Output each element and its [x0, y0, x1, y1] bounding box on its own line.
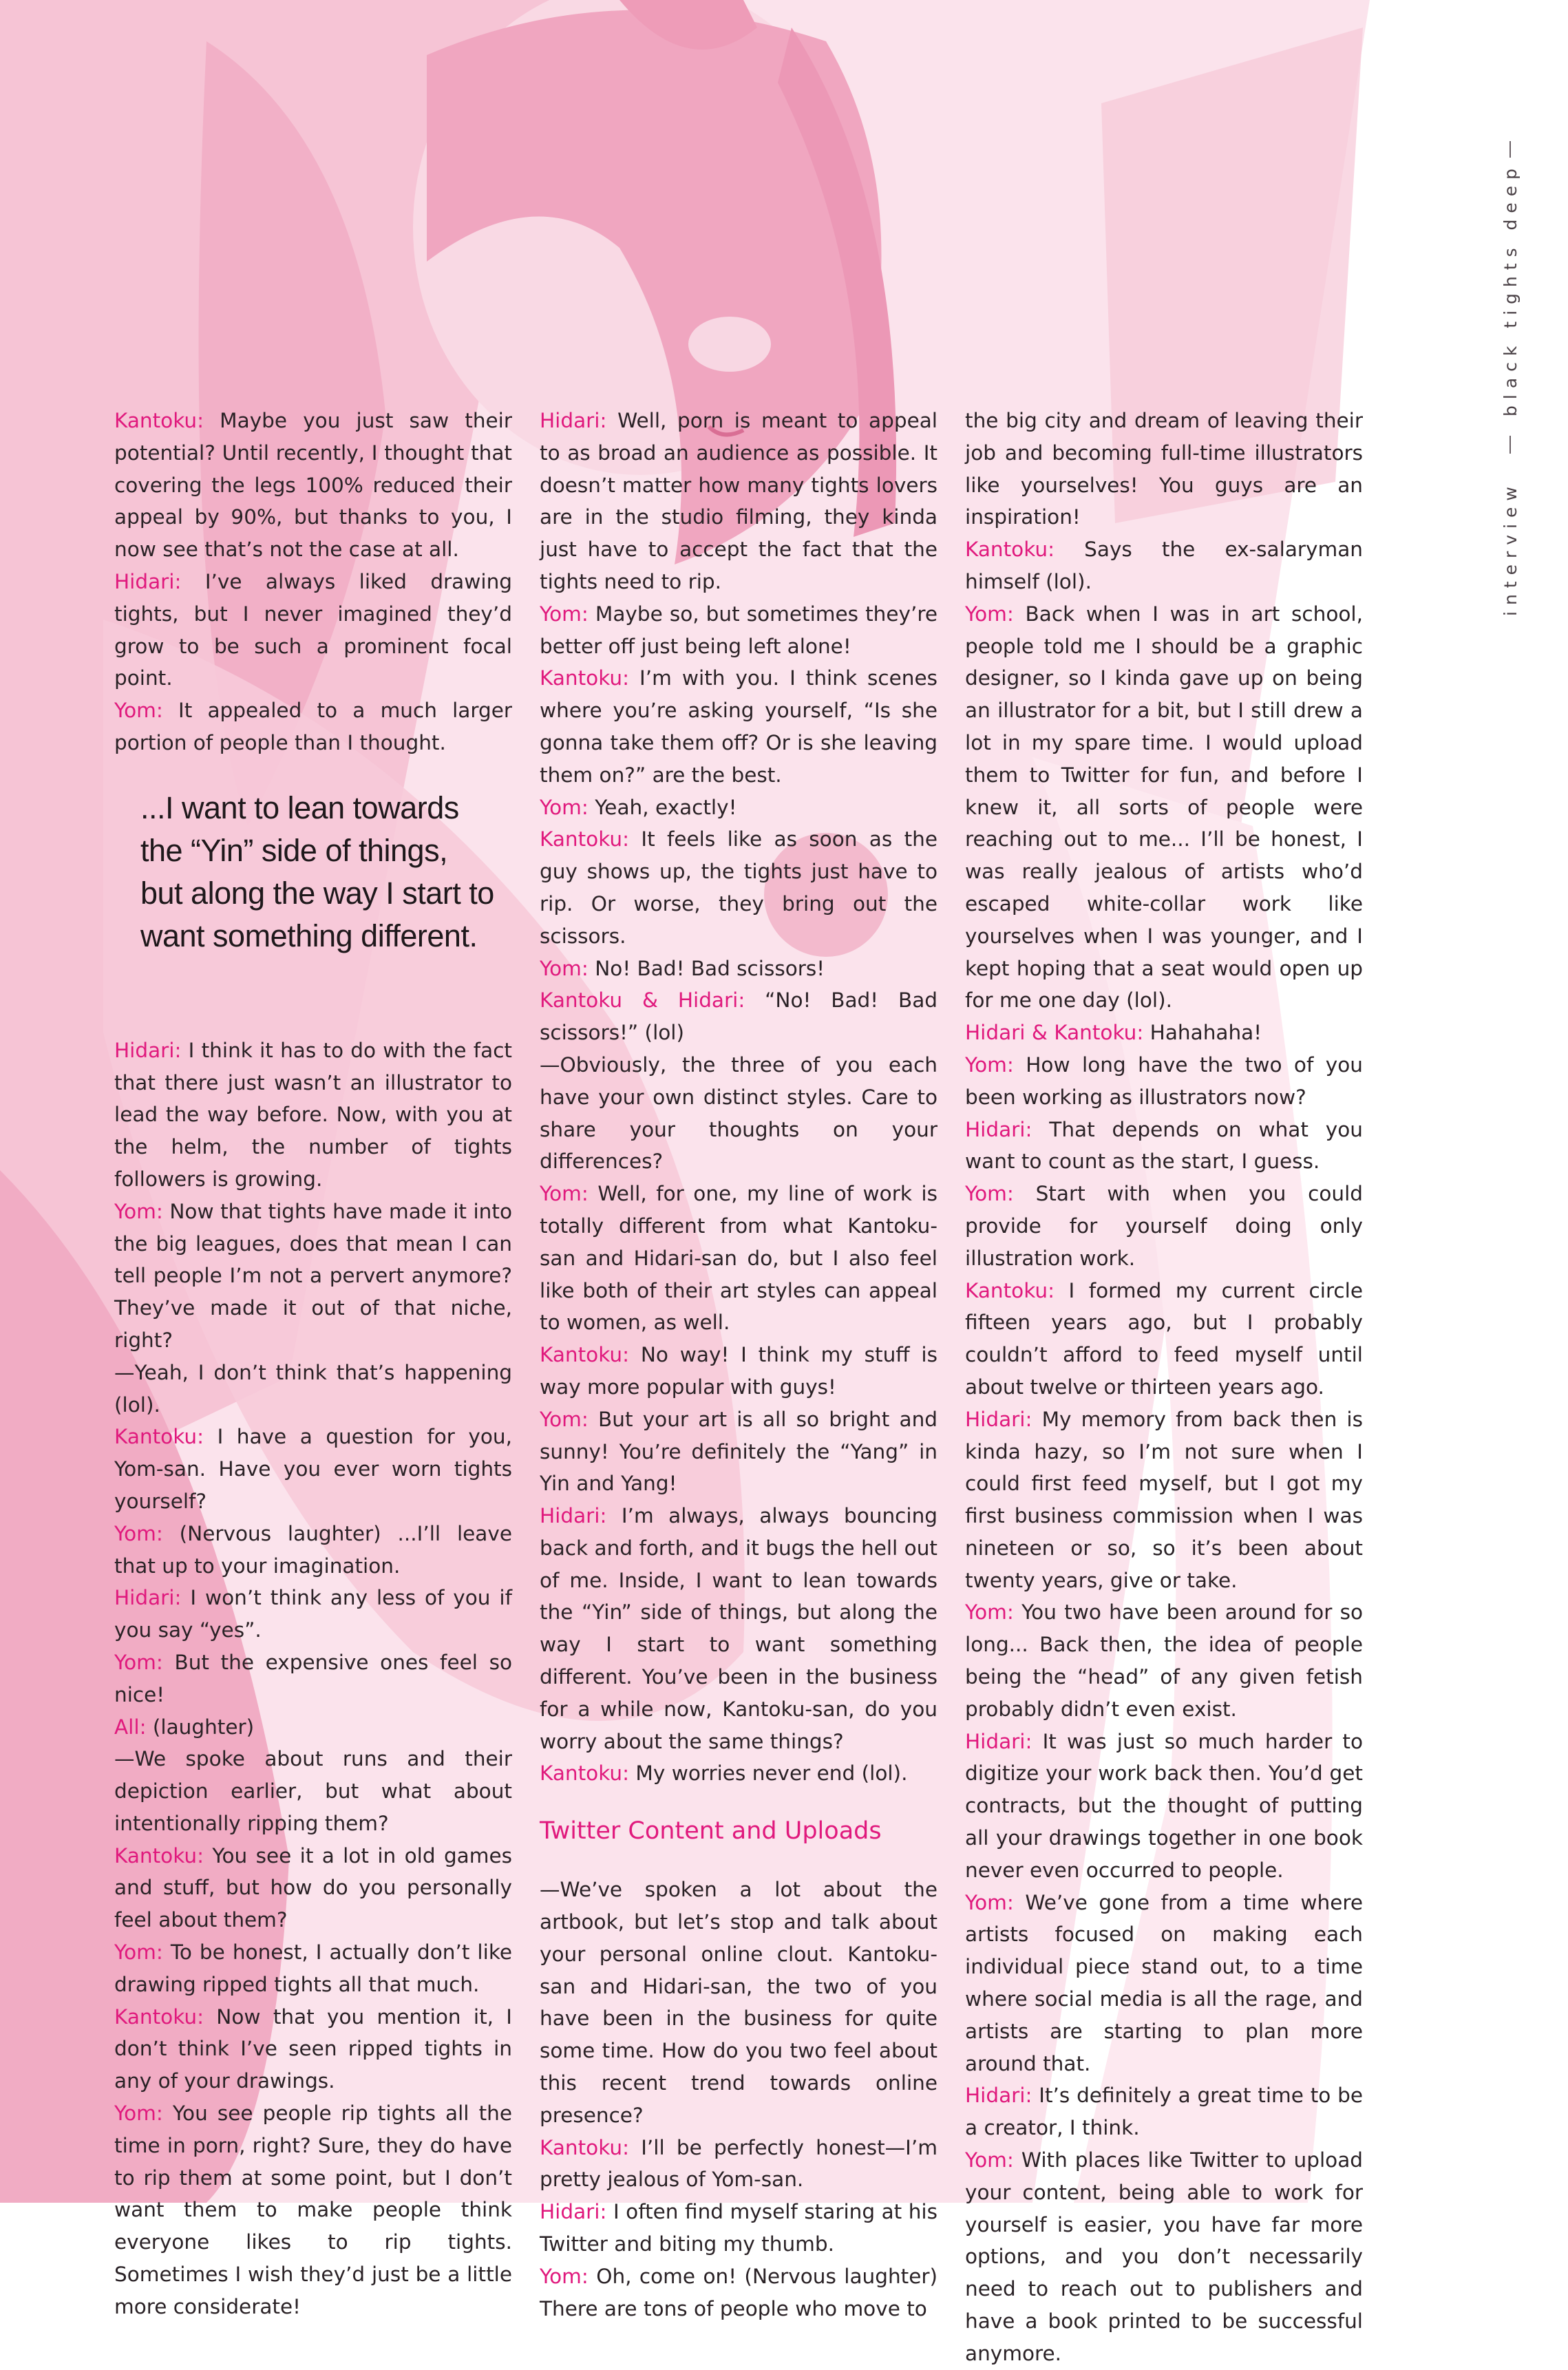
speaker-name: Yom:	[114, 1199, 163, 1223]
speech-text: Now that tights have made it into the big leagues, does that mean I can tell people I’m not a pervert anymore? They’ve made it out of that niche, right?	[114, 1199, 512, 1352]
speech-text: It feels like as soon as the guy shows up, the tights just have to rip. Or worse, they bring out the scissors.	[540, 827, 937, 948]
speech-text: —We’ve spoken a lot about the artbook, but let’s stop and talk about your personal online clout. Kantoku-san and Hidari-san, the two of you have been in the business for quite some time. How do you two feel about this recent trend towards online presence?	[540, 1878, 937, 2127]
speech-text: Maybe you just saw their potential? Until recently, I thought that covering the legs 100% reduced their appeal by 90%, but thanks to you, I now see that’s not the case at all.	[114, 409, 512, 562]
speaker-name: Kantoku:	[965, 538, 1055, 562]
speech-text: No! Bad! Bad scissors!	[588, 956, 825, 980]
speaker-name: Kantoku:	[540, 827, 630, 851]
interview-paragraph	[965, 1596, 1363, 1725]
speaker-name: Yom:	[540, 602, 589, 626]
speaker-name: Hidari:	[965, 1729, 1032, 1753]
sidebar-label-bottom: interview	[1501, 480, 1521, 616]
speech-text: No way! I think my stuff is way more popular with guys!	[540, 1343, 937, 1399]
interview-paragraph	[540, 1049, 937, 1178]
speech-text: I’m always, always bouncing back and forth, and it bugs the hell out of me. Inside, I want to lean towards the “Yin” side of things, but along the way I start to want something different. You’ve been in the business for a while now, Kantoku-san, do you worry about the same things?	[540, 1504, 937, 1753]
pull-quote-line: want something different.	[140, 918, 478, 953]
speech-text: Well, for one, my line of work is totally different from what Kantoku-san and Hidari-san do, but I also feel like both of their art styles can appeal to women, as well.	[540, 1182, 937, 1335]
speech-text: I’ll be perfectly honest—I’m pretty jealous of Yom-san.	[540, 2135, 937, 2192]
speech-text: Well, porn is meant to appeal to as broad an audience as possible. It doesn’t matter how many tights lovers are in the studio filming, they kinda just have to accept the fact that the tights need to rip.	[540, 409, 937, 593]
speaker-name: Yom:	[965, 1890, 1014, 1914]
interview-paragraph	[114, 2097, 512, 2323]
speaker-name: Kantoku:	[540, 1343, 630, 1367]
speech-text: You see people rip tights all the time in porn, right? Sure, they do have to rip them at some point, but I don’t want them to make people think everyone likes to rip tights. Sometimes I wish they’d just be a little more considerate!	[114, 2102, 512, 2318]
speaker-name: Kantoku & Hidari:	[540, 988, 745, 1013]
interview-paragraph	[965, 1887, 1363, 2080]
sidebar-divider	[1509, 141, 1511, 158]
speech-text: That depends on what you want to count as the start, I guess.	[965, 1117, 1363, 1174]
speaker-name: Yom:	[540, 956, 589, 980]
interview-paragraph	[965, 2080, 1363, 2144]
interview-paragraph	[965, 598, 1363, 1017]
speaker-name: Hidari & Kantoku:	[965, 1021, 1144, 1045]
pull-quote-line: ...I want to lean towards	[140, 790, 459, 825]
speech-text: Maybe so, but sometimes they’re better off just being left alone!	[540, 602, 937, 658]
column-2	[540, 405, 937, 2325]
interview-paragraph	[965, 1017, 1363, 1049]
speech-text: “No! Bad! Bad scissors!” (lol)	[540, 988, 938, 1045]
interview-paragraph	[540, 405, 937, 598]
speaker-name: Yom:	[114, 699, 163, 723]
speaker-name: Yom:	[965, 1052, 1014, 1077]
speech-text: Oh, come on! (Nervous laughter) There are tons of people who move to	[540, 2264, 937, 2320]
interview-paragraph	[540, 2132, 937, 2197]
interview-paragraph	[114, 1743, 512, 1839]
interview-paragraph	[114, 1035, 512, 1196]
speech-text: (Nervous laughter) ...I’ll leave that up to your imagination.	[114, 1521, 512, 1578]
speech-text: I formed my current circle fifteen years ago, but I probably couldn’t afford to feed myself until about twelve or thirteen years ago.	[965, 1278, 1363, 1399]
speaker-name: Hidari:	[540, 1504, 607, 1528]
speaker-name: Hidari:	[114, 1586, 182, 1610]
interview-paragraph	[540, 984, 937, 1049]
interview-paragraph	[965, 1114, 1363, 1178]
speaker-name: Hidari:	[114, 569, 182, 593]
speech-text: Says the ex-salaryman himself (lol).	[965, 538, 1363, 593]
speech-text: I often find myself staring at his Twitter and biting my thumb.	[540, 2200, 937, 2256]
speech-text: Back when I was in art school, people told me I should be a graphic designer, so I kinda gave up on being an illustrator for a bit, but I still drew a lot in my spare time. I would upload them to Twitter for fun, and before I knew it, all sorts of people were reaching out to me... I’ll be honest, I was really jealous of artists who’d escaped white-collar work like yourselves when I was younger, and I kept hoping that a seat would open up for me one day (lol).	[965, 602, 1363, 1013]
speech-text: It’s definitely a great time to be a creator, I think.	[965, 2084, 1363, 2140]
speaker-name: Kantoku:	[114, 1843, 204, 1868]
interview-paragraph	[965, 2144, 1363, 2370]
speaker-name: Kantoku:	[540, 666, 630, 690]
speech-text: (laughter)	[146, 1715, 255, 1739]
pull-quote-line: but along the way I start to	[140, 875, 494, 911]
speaker-name: Kantoku:	[114, 409, 204, 432]
speech-text: It appealed to a much larger portion of people than I thought.	[114, 699, 512, 754]
interview-paragraph	[965, 1275, 1363, 1404]
speech-text: But the expensive ones feel so nice!	[114, 1650, 512, 1706]
speaker-name: Yom:	[114, 1521, 163, 1545]
speech-text: You see it a lot in old games and stuff, but how do you personally feel about them?	[114, 1843, 512, 1932]
interview-paragraph	[540, 2196, 937, 2261]
speaker-name: Kantoku:	[540, 2135, 630, 2159]
speaker-name: Kantoku:	[965, 1278, 1055, 1302]
interview-paragraph	[965, 1726, 1363, 1887]
speech-text: —Obviously, the three of you each have your own distinct styles. Care to share your thoughts on your differences?	[540, 1052, 937, 1174]
speaker-name: Hidari:	[114, 1038, 182, 1062]
speaker-name: Hidari:	[965, 1407, 1032, 1431]
interview-paragraph	[540, 1757, 937, 1790]
speaker-name: Kantoku:	[114, 2004, 204, 2029]
interview-paragraph	[540, 1178, 937, 1339]
interview-paragraph	[114, 1196, 512, 1357]
interview-paragraph	[114, 2001, 512, 2097]
interview-paragraph	[114, 566, 512, 695]
interview-paragraph	[540, 1500, 937, 1757]
speaker-name: Yom:	[540, 1182, 589, 1206]
speaker-name: Yom:	[540, 795, 589, 819]
interview-paragraph	[114, 1357, 512, 1421]
column-3-text	[965, 405, 1363, 2370]
interview-paragraph	[540, 823, 937, 952]
speech-text: Start with when you could provide for yourself doing only illustration work.	[965, 1182, 1363, 1270]
column-1-bottom-text	[114, 1035, 512, 2323]
speaker-name: Yom:	[965, 2148, 1014, 2172]
interview-paragraph	[540, 1404, 937, 1500]
interview-paragraph	[965, 1049, 1363, 1114]
speaker-name: Hidari:	[965, 1117, 1032, 1141]
speaker-name: Yom:	[114, 1650, 163, 1674]
speech-text: —Yeah, I don’t think that’s happening (lol).	[114, 1360, 512, 1417]
speech-text: With places like Twitter to upload your content, being able to work for yourself is easier, you have far more options, and you don’t necessarily need to reach out to publishers and have a book printed to be successful anymore.	[965, 2148, 1363, 2365]
speech-text: You two have been around for so long... Back then, the idea of people being the “head” of any given fetish probably didn’t even exist.	[965, 1600, 1363, 1721]
speaker-name: Yom:	[965, 1600, 1014, 1625]
sidebar-divider	[1509, 436, 1511, 454]
speech-text: It was just so much harder to digitize your work back then. You’d get contracts, but the thought of putting all your drawings together in one book never even occurred to people.	[965, 1729, 1363, 1882]
speech-text: Now that you mention it, I don’t think I’ve seen ripped tights in any of your drawings.	[114, 2004, 512, 2093]
speaker-name: Yom:	[540, 1407, 589, 1431]
sidebar-label-top: black tights deep	[1501, 162, 1521, 416]
speaker-name: Yom:	[114, 1940, 163, 1965]
speaker-name: Kantoku:	[114, 1425, 204, 1449]
interview-paragraph	[965, 405, 1363, 533]
speaker-name: All:	[114, 1715, 147, 1739]
column-3	[965, 405, 1363, 2370]
interview-paragraph	[114, 1711, 512, 1744]
interview-paragraph	[540, 792, 937, 824]
section-heading: Twitter Content and Uploads	[540, 1817, 882, 1845]
interview-paragraph	[540, 598, 937, 663]
speaker-name: Yom:	[965, 1182, 1014, 1206]
interview-paragraph	[114, 1647, 512, 1711]
interview-paragraph	[540, 2261, 937, 2325]
speech-text: the big city and dream of leaving their job and becoming full-time illustrators like yourselves! You guys are an inspiration!	[965, 409, 1363, 529]
speech-text: To be honest, I actually don’t like drawing ripped tights all that much.	[114, 1940, 512, 1996]
speech-text: My memory from back then is kinda hazy, so I’m not sure when I could first feed myself, but I got my first business commission when I was nineteen or so, so it’s been about twenty years, give or take.	[965, 1407, 1363, 1592]
interview-paragraph	[965, 1178, 1363, 1274]
interview-paragraph	[540, 662, 937, 791]
speech-text: I’ve always liked drawing tights, but I never imagined they’d grow to be such a prominent focal point.	[114, 569, 512, 690]
interview-paragraph	[965, 1404, 1363, 1597]
interview-paragraph	[540, 1339, 937, 1404]
speaker-name: Yom:	[965, 602, 1014, 626]
interview-paragraph	[114, 695, 512, 759]
speaker-name: Hidari:	[540, 409, 607, 432]
speech-text: —We spoke about runs and their depiction earlier, but what about intentionally ripping them?	[114, 1747, 512, 1835]
speaker-name: Yom:	[540, 2264, 589, 2288]
interview-paragraph	[114, 1840, 512, 1936]
column-2-top-text	[540, 405, 937, 1790]
pull-quote-line: the “Yin” side of things,	[140, 832, 448, 868]
speaker-name: Hidari:	[540, 2200, 607, 2224]
speech-text: But your art is all so bright and sunny! You’re definitely the “Yang” in Yin and Yang!	[540, 1407, 937, 1496]
speech-text: I won’t think any less of you if you say “yes”.	[114, 1586, 512, 1642]
interview-paragraph	[114, 405, 512, 566]
interview-paragraph	[114, 1582, 512, 1647]
speech-text: We’ve gone from a time where artists focused on making each individual piece stand out, to a time where social media is all the rage, and artists are starting to plan more around that.	[965, 1890, 1363, 2075]
speech-text: Yeah, exactly!	[588, 795, 737, 819]
speaker-name: Hidari:	[965, 2084, 1032, 2108]
speech-text: My worries never end (lol).	[629, 1761, 908, 1786]
interview-paragraph	[540, 1874, 937, 2131]
speech-text: I think it has to do with the fact that there just wasn’t an illustrator to lead the way before. Now, with you at the helm, the number of tights followers is growing.	[114, 1038, 512, 1191]
speech-text: I have a question for you, Yom-san. Have you ever worn tights yourself?	[114, 1425, 512, 1513]
interview-paragraph	[114, 1421, 512, 1517]
interview-paragraph	[540, 953, 937, 985]
interview-paragraph	[114, 1936, 512, 2001]
speech-text: I’m with you. I think scenes where you’re asking yourself, “Is she gonna take them off? Or is she leaving them on?” are the best.	[540, 666, 937, 787]
pull-quote	[140, 787, 512, 957]
interview-paragraph	[965, 533, 1363, 598]
speaker-name: Kantoku:	[540, 1761, 630, 1786]
speech-text: How long have the two of you been working as illustrators now?	[965, 1052, 1363, 1109]
speech-text: Hahahaha!	[1143, 1021, 1262, 1045]
section-sidebar	[1494, 141, 1535, 623]
speaker-name: Yom:	[114, 2102, 163, 2126]
column-2-bottom-text	[540, 1874, 937, 2325]
column-1-top-text	[114, 405, 512, 759]
column-1	[114, 405, 512, 2323]
interview-paragraph	[114, 1518, 512, 1583]
